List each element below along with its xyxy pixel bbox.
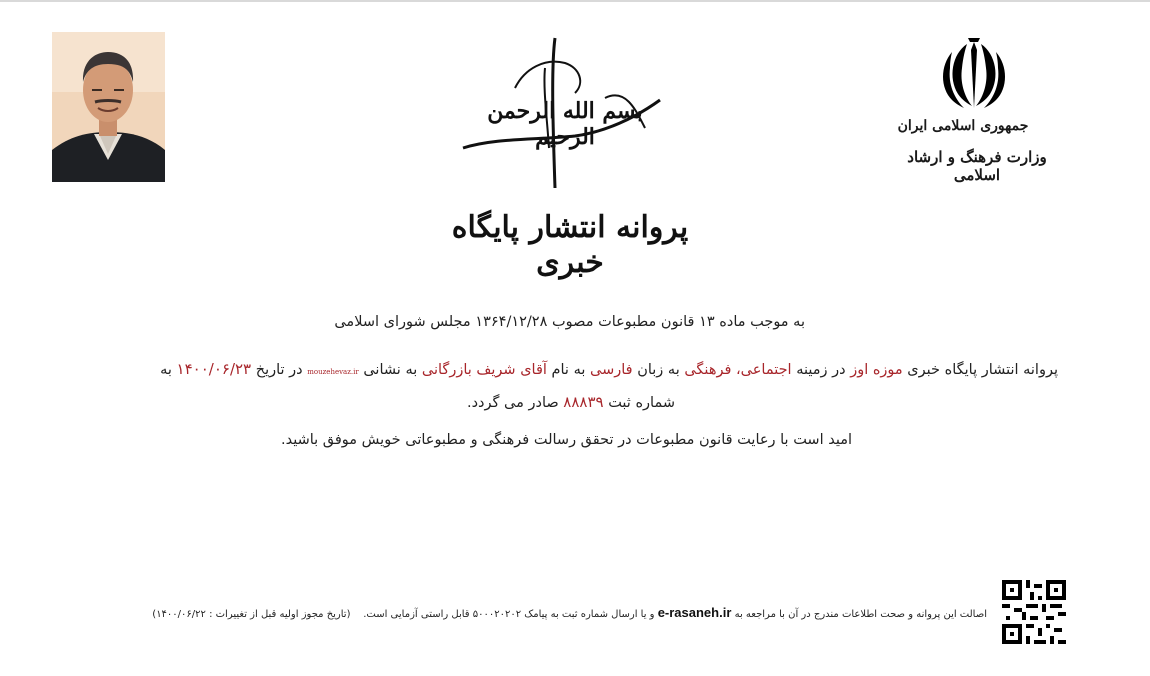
verification-site-link[interactable]: e-rasaneh.ir	[657, 605, 732, 620]
closing-wish: امید است با رعایت قانون مطبوعات در تحقق رسالت فرهنگی و مطبوعاتی خویش موفق باشید.	[280, 432, 852, 448]
qr-code	[1002, 580, 1066, 644]
owner-portrait	[52, 32, 165, 182]
outlet-address: mouzehevaz.ir	[307, 368, 359, 376]
text-segment: در تاریخ	[255, 362, 303, 378]
outlet-field: اجتماعی، فرهنگی	[684, 362, 792, 378]
text-segment: به	[160, 362, 172, 378]
ministry-emblem	[888, 30, 1068, 184]
iran-emblem-icon	[934, 36, 1014, 114]
law-reference: به موجب ماده ۱۳ قانون مطبوعات مصوب ۱۳۶۴/۱۲/۲۸ مجلس شورای اسلامی	[334, 314, 805, 330]
text-segment: پروانه انتشار پایگاه خبری	[907, 362, 1058, 378]
bismillah-calligraphy	[455, 28, 675, 193]
text-segment: به نشانی	[363, 362, 418, 378]
text-segment: به زبان	[637, 362, 680, 378]
verification-footer	[152, 605, 987, 620]
outlet-language: فارسی	[590, 362, 633, 378]
original-license-date: (تاریخ مجوز اولیه قبل از تغییرات : ۱۴۰۰/۰۶/۲۲)	[152, 609, 351, 620]
license-statement	[160, 360, 1058, 378]
certificate-title: پروانه انتشار پایگاه خبری	[451, 210, 689, 280]
emblem-line-country: جمهوری اسلامی ایران	[897, 118, 1029, 134]
text-segment: شماره ثبت	[608, 395, 675, 411]
registration-line	[467, 393, 675, 411]
registration-number: ۸۸۸۳۹	[563, 393, 604, 411]
owner-name: آقای شریف بازرگانی	[421, 362, 547, 378]
text-segment: صادر می گردد.	[466, 395, 559, 411]
text-segment: در زمینه	[796, 362, 846, 378]
outlet-name: موزه اوز	[850, 362, 903, 378]
top-border	[0, 0, 1150, 2]
issue-date: ۱۴۰۰/۰۶/۲۳	[176, 360, 252, 378]
emblem-line-ministry: وزارت فرهنگ و ارشاد اسلامی	[907, 148, 1047, 184]
footer-text: و یا ارسال شماره ثبت به پیامک ۵۰۰۰۲۰۲۰۲ قابل راستی آزمایی است.	[363, 609, 655, 620]
bismillah-text: بسم الله الرحمن الرحیم	[487, 98, 643, 150]
footer-text: اصالت این پروانه و صحت اطلاعات مندرج در آن با مراجعه به	[734, 609, 987, 620]
text-segment: به نام	[551, 362, 586, 378]
